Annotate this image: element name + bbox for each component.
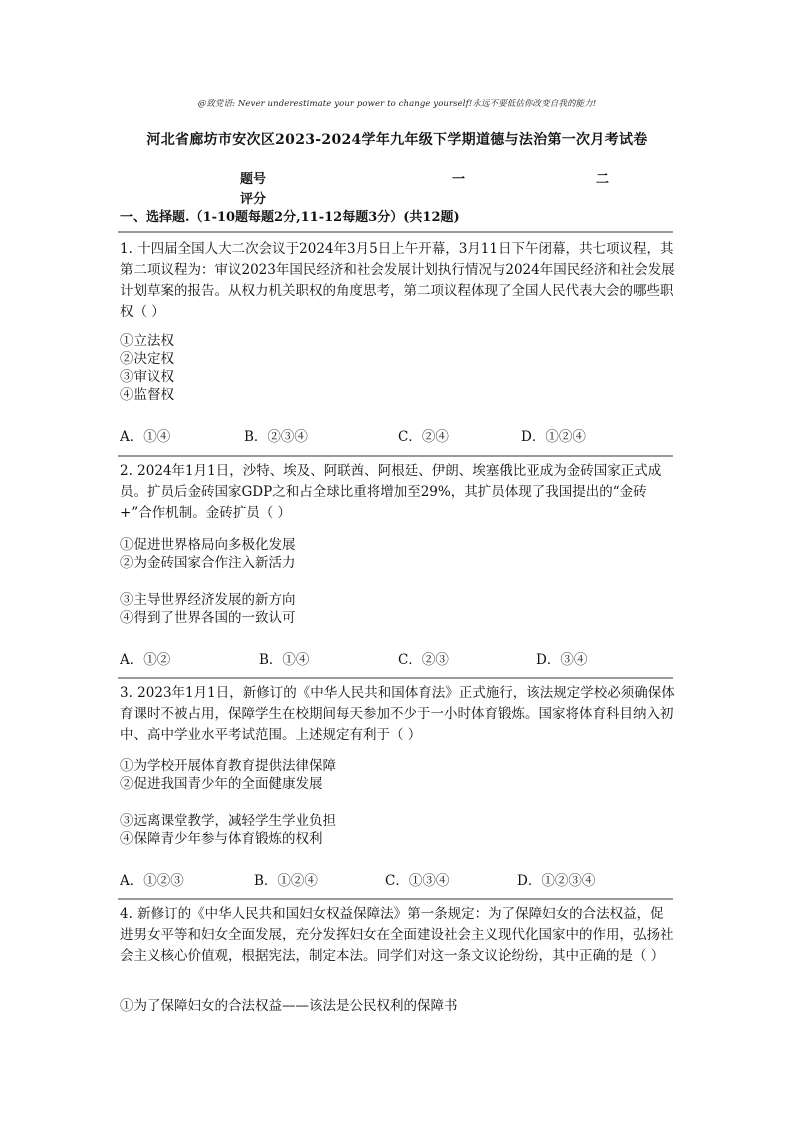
- motto-line: @致党语: Never underestimate your power to change yourself!永远不要低估你改变自我的能力!: [197, 99, 597, 109]
- question-1-answer-c[interactable]: C．②④: [398, 429, 449, 445]
- question-1-option-3: ③审议权: [120, 369, 174, 385]
- question-2-option-2: ②为金砖国家合作注入新活力: [120, 555, 296, 571]
- question-1-answer-b[interactable]: B．②③④: [244, 429, 308, 445]
- question-4-option-1: ①为了保障妇女的合法权益——该法是公民权利的保障书: [120, 998, 458, 1014]
- question-1-option-2: ②决定权: [120, 351, 174, 367]
- question-3-answer-b[interactable]: B．①②④: [254, 873, 318, 889]
- score-row-score: 评分: [240, 192, 267, 207]
- question-3-answer-c[interactable]: C．①③④: [385, 873, 450, 889]
- score-col-section-1: 一: [452, 172, 466, 187]
- question-2-stem: 2. 2024年1月1日，沙特、埃及、阿联酋、阿根廷、伊朗、埃塞俄比亚成为金砖国家正式成员。扩员后金砖国家GDP之和占全球比重将增加至29%，其扩员体现了我国提出的“金砖+”合作机制。金砖扩员（ ）: [120, 463, 662, 521]
- question-stem: [120, 239, 676, 323]
- question-2-option-1: ①促进世界格局向多极化发展: [120, 537, 296, 553]
- question-3-option-4: ④保障青少年参与体育锻炼的权利: [120, 831, 323, 847]
- exam-title: 河北省廊坊市安次区2023-2024学年九年级下学期道德与法治第一次月考试卷: [146, 132, 648, 148]
- question-3-answer-d[interactable]: D．①②③④: [517, 873, 596, 889]
- divider: [118, 677, 673, 679]
- question-3-option-3: ③远离课堂教学，减轻学生学业负担: [120, 813, 336, 829]
- question-1-option-4: ④监督权: [120, 387, 174, 403]
- question-stem: [120, 904, 676, 967]
- question-2-answer-a[interactable]: A．①②: [120, 652, 171, 668]
- divider: [118, 898, 673, 900]
- question-2-answer-d[interactable]: D．③④: [536, 652, 588, 668]
- divider: [118, 231, 673, 233]
- score-table: [240, 168, 620, 208]
- divider: [118, 455, 673, 457]
- question-4-stem: 4. 新修订的《中华人民共和国妇女权益保障法》第一条规定：为了保障妇女的合法权益，促进男女平等和妇女全面发展，充分发挥妇女在全面建设社会主义现代化国家中的作用，弘扬社会主义核心价值观，根据宪法，制定本法。同学们对这一条文议论纷纷，其中正确的是（ ）: [120, 906, 674, 964]
- question-stem: [120, 683, 676, 746]
- question-1-stem: 1. 十四届全国人大二次会议于2024年3月5日上午开幕，3月11日下午闭幕，共七项议程，其第二项议程为：审议2023年国民经济和社会发展计划执行情况与2024年国民经济和社会发展计划草案的报告。从权力机关职权的角度思考，第二项议程体现了全国人民代表大会的哪些职权（ ）: [120, 241, 675, 320]
- question-1-option-1: ①立法权: [120, 333, 174, 349]
- question-2-option-4: ④得到了世界各国的一致认可: [120, 610, 296, 626]
- score-row-question-number: 题号: [240, 172, 267, 187]
- question-stem: [120, 461, 676, 524]
- question-3-stem: 3. 2023年1月1日，新修订的《中华人民共和国体育法》正式施行，该法规定学校必须确保体育课时不被占用，保障学生在校期间每天参加不少于一小时体育锻炼。国家将体育科目纳入初中、高中学业水平考试范围。上述规定有利于（ ）: [120, 685, 675, 743]
- question-2-option-3: ③主导世界经济发展的新方向: [120, 592, 296, 608]
- question-3-answer-a[interactable]: A．①②③: [120, 873, 184, 889]
- score-col-section-2: 二: [596, 172, 610, 187]
- question-1-answer-d[interactable]: D．①②④: [521, 429, 586, 445]
- question-2-answer-c[interactable]: C．②③: [398, 652, 449, 668]
- section-heading: 一、选择题.（1-10题每题2分,11-12每题3分）(共12题): [120, 210, 460, 225]
- question-1-answer-a[interactable]: A．①④: [120, 429, 171, 445]
- question-2-answer-b[interactable]: B．①④: [259, 652, 310, 668]
- question-3-option-2: ②促进我国青少年的全面健康发展: [120, 776, 323, 792]
- question-3-option-1: ①为学校开展体育教育提供法律保障: [120, 758, 336, 774]
